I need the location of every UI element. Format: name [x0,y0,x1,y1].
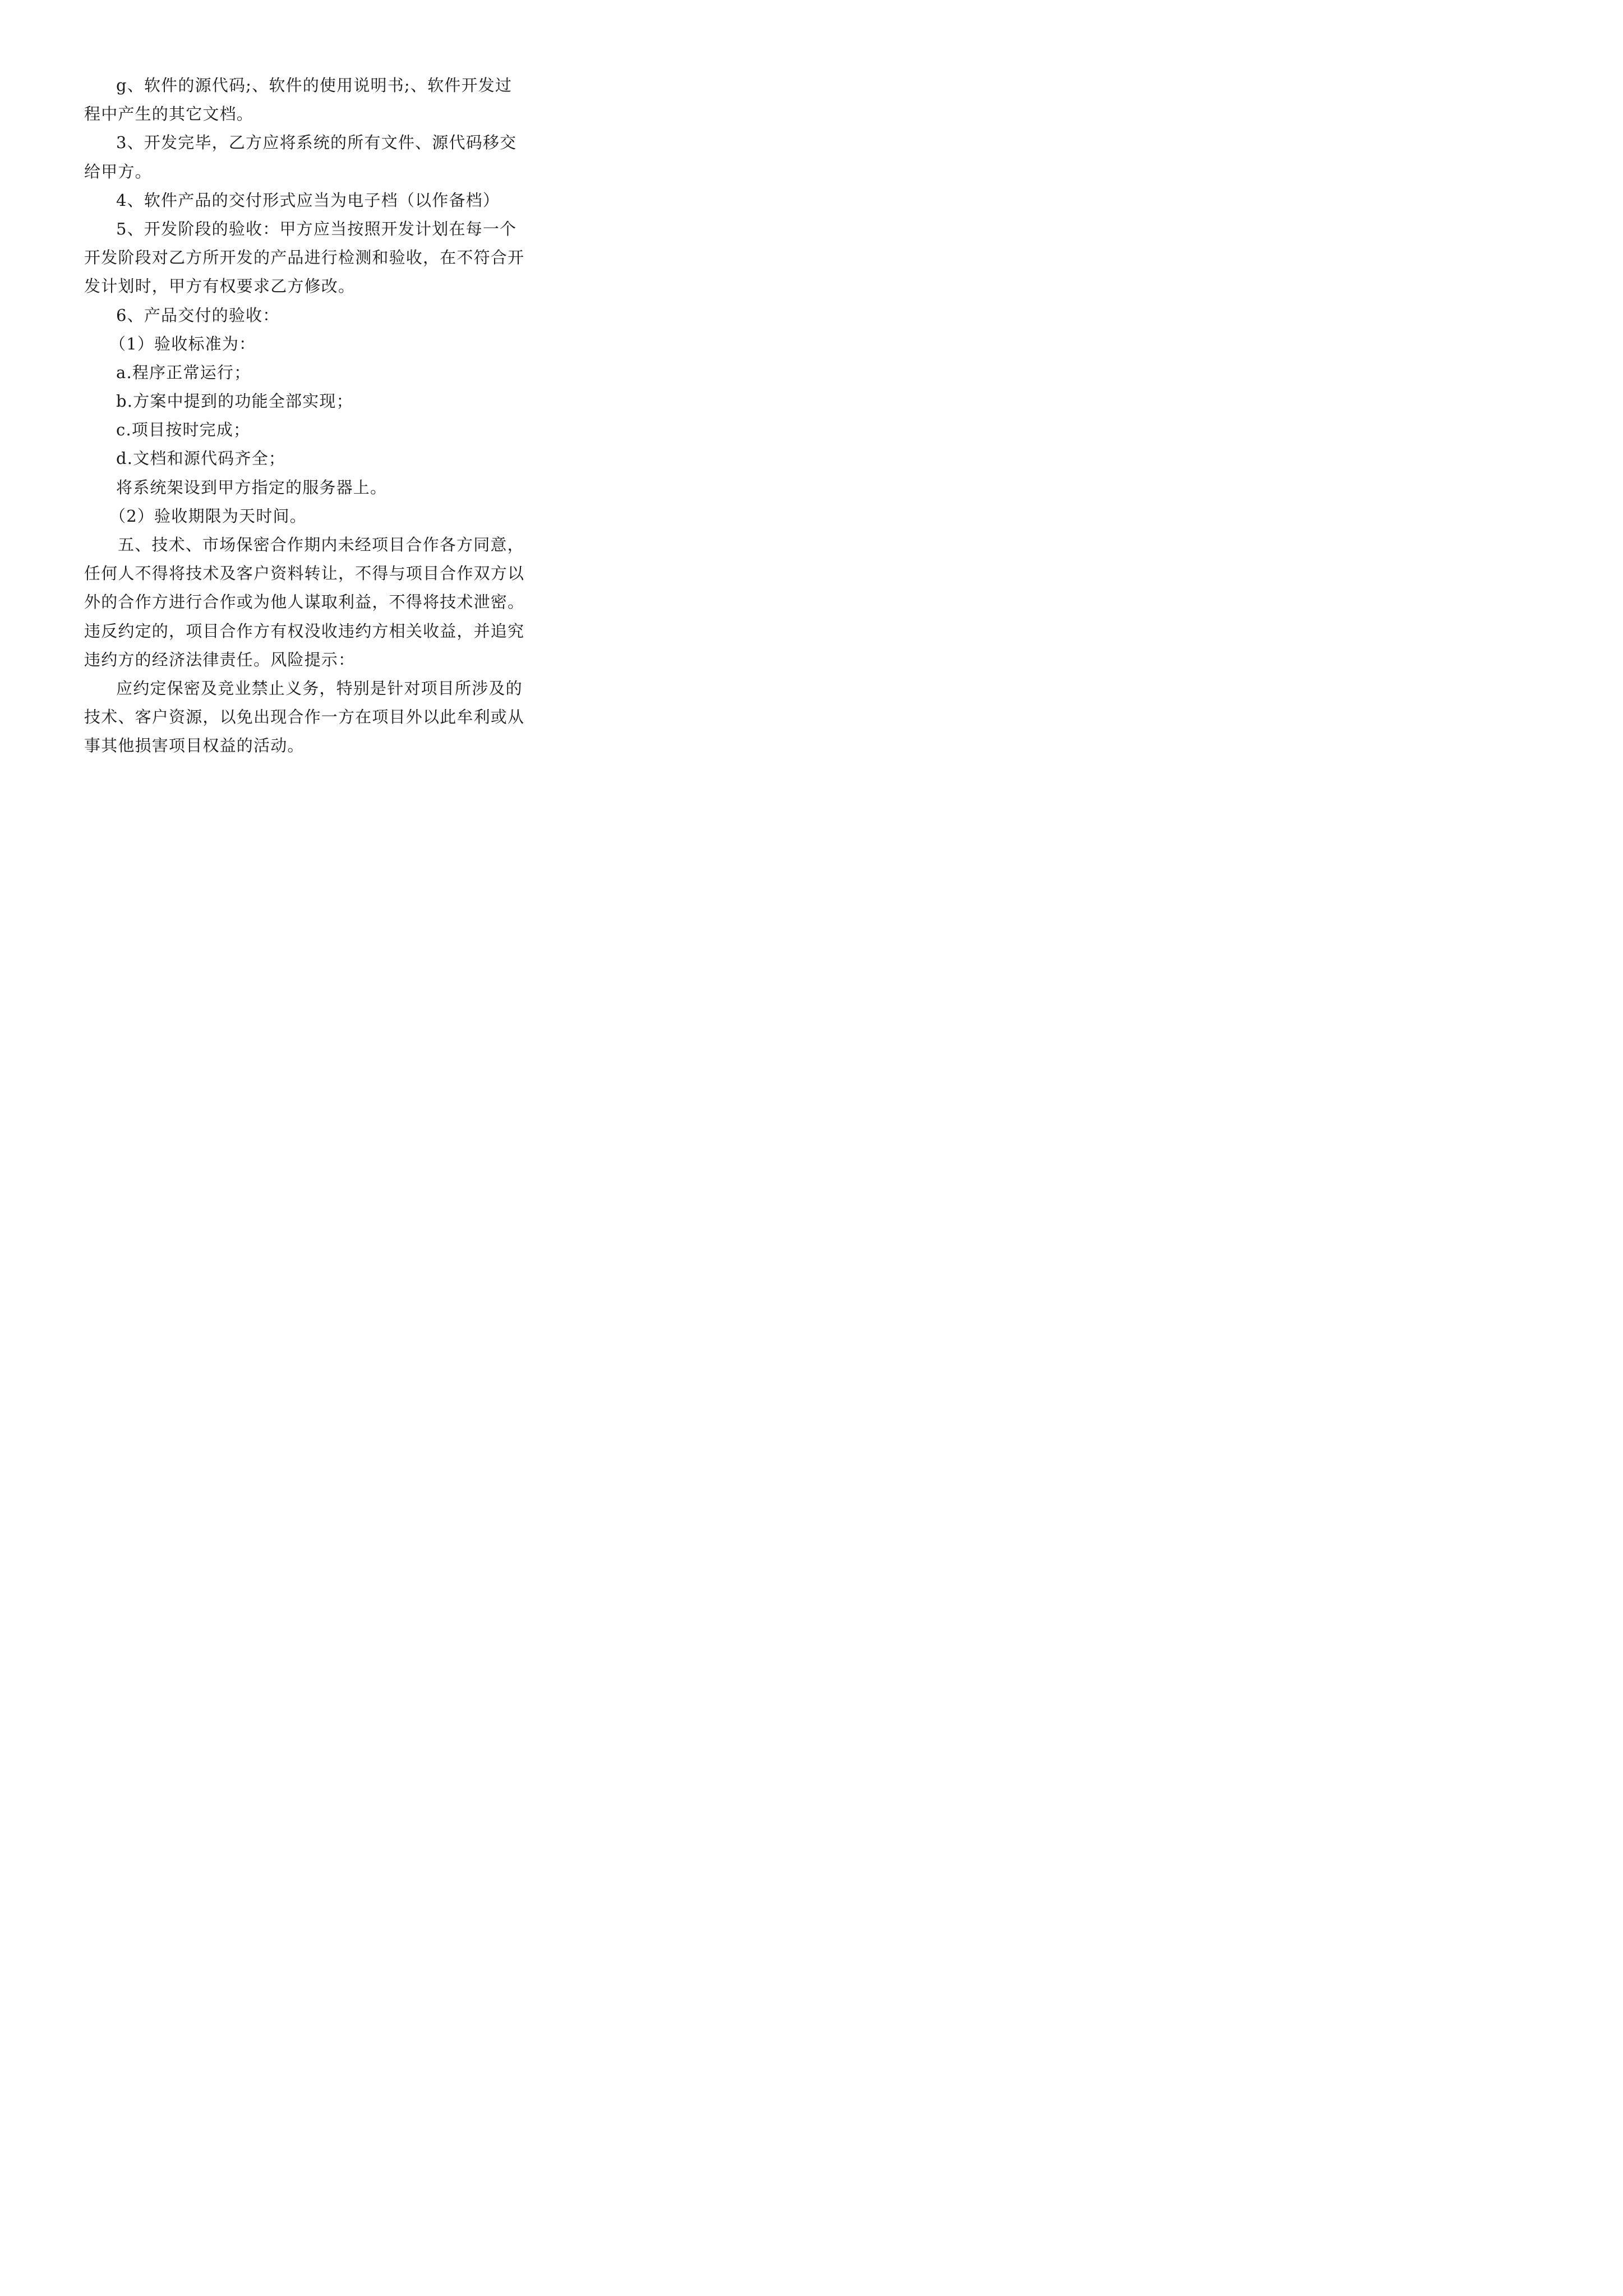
text-line: 五、技术、市场保密合作期内未经项目合作各方同意， [118,535,524,554]
text-line: 给甲方。 [84,162,152,181]
text-line: （2）验收期限为天时间。 [109,506,307,526]
document-body [84,71,525,761]
text-line: （1）验收标准为： [109,334,256,353]
text-line: 违约方的经济法律责任。风险提示： [84,650,356,669]
text-line: g、软件的源代码;、软件的使用说明书;、软件开发过 [116,76,513,95]
text-line: 发计划时，甲方有权要求乙方修改。 [84,277,356,296]
text-line: 任何人不得将技术及客户资料转让，不得与项目合作双方以 [84,564,525,583]
text-line: c.项目按时完成； [116,420,251,440]
text-line: b.方案中提到的功能全部实现； [116,392,353,411]
text-line: a.程序正常运行； [116,362,251,382]
text-line: 6、产品交付的验收： [116,305,280,325]
text-line: 技术、客户资源，以免出现合作一方在项目外以此牟利或从 [84,707,525,727]
text-line: 违反约定的，项目合作方有权没收违约方相关收益，并追究 [84,621,525,641]
text-line: d.文档和源代码齐全； [116,449,285,468]
text-line: 4、软件产品的交付形式应当为电子档（以作备档） [116,190,500,210]
text-line: 开发阶段对乙方所开发的产品进行检测和验收，在不符合开 [84,248,525,268]
text-line: 程中产生的其它文档。 [84,104,254,124]
text-line: 3、开发完毕，乙方应将系统的所有文件、源代码移交 [116,133,517,153]
text-line: 将系统架设到甲方指定的服务器上。 [116,477,388,497]
text-line: 5、开发阶段的验收：甲方应当按照开发计划在每一个 [116,219,517,238]
text-line: 外的合作方进行合作或为他人谋取利益，不得将技术泄密。 [84,592,525,612]
text-line: 应约定保密及竞业禁止义务，特别是针对项目所涉及的 [116,678,523,698]
text-line: 事其他损害项目权益的活动。 [84,736,305,756]
document-page [0,0,561,793]
